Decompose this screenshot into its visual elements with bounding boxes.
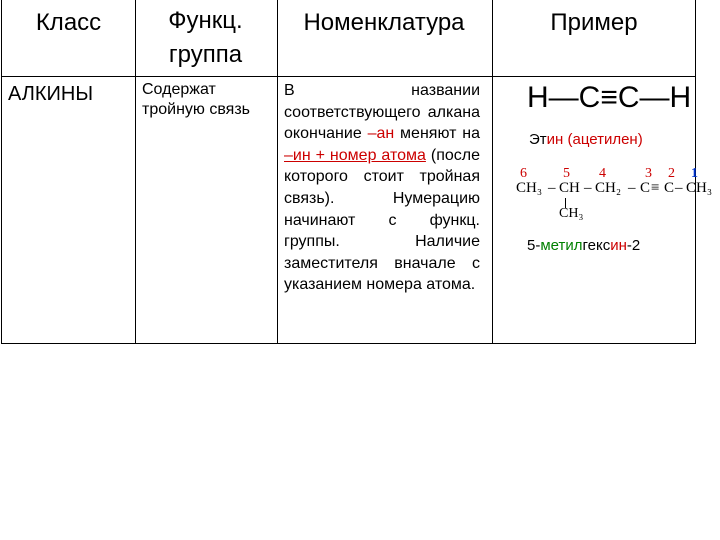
chain-group: C (664, 180, 675, 196)
header-example: Пример (550, 9, 638, 36)
methylhexyne-name: 5-метилгексин-2 (527, 237, 641, 254)
bond: – (628, 180, 636, 196)
methylhexyne-formula (516, 166, 716, 226)
bond: – (675, 180, 683, 196)
ending-an: –ан (367, 125, 395, 143)
atom-number: 1 (691, 166, 698, 181)
atom-number: 3 (645, 166, 652, 181)
ethyne-structural-formula: H—C≡C—H (527, 81, 692, 114)
ending-in-number: –ин + номер атома (284, 146, 426, 164)
column-divider (277, 0, 278, 344)
header-class: Класс (35, 9, 102, 36)
atom-number: 4 (599, 166, 606, 181)
triple-bond: ≡ (651, 180, 660, 196)
bond: – (548, 180, 556, 196)
functional-group-text: Содержат тройную связь (142, 81, 250, 118)
bond: – (584, 180, 592, 196)
chain-group: CH (559, 180, 580, 196)
chain-group: CH₃ (686, 180, 713, 196)
branch-methyl: CH₃ (559, 206, 584, 221)
column-divider (492, 0, 493, 344)
nomenclature-rule: В названии соответствующего алкана окончание –ан меняют на –ин + номер атома (после которого стоит тройная связь). Нумерацию начинают с функц. группы. Наличие заместителя вначале с указанием номера атома. (284, 82, 481, 294)
header-divider (1, 76, 696, 77)
header-functional-group: Функц. группа (168, 7, 243, 68)
header-nomenclature: Номенклатура (303, 9, 465, 36)
class-alkynes: АЛКИНЫ (8, 83, 94, 105)
ethyne-name: Этин (ацетилен) (529, 131, 643, 148)
chain-group: CH₃ (516, 180, 543, 196)
atom-number: 2 (668, 166, 675, 181)
atom-number: 6 (520, 166, 527, 181)
chain-group: C (640, 180, 651, 196)
atom-number: 5 (563, 166, 570, 181)
chain-group: CH₂ (595, 180, 622, 196)
